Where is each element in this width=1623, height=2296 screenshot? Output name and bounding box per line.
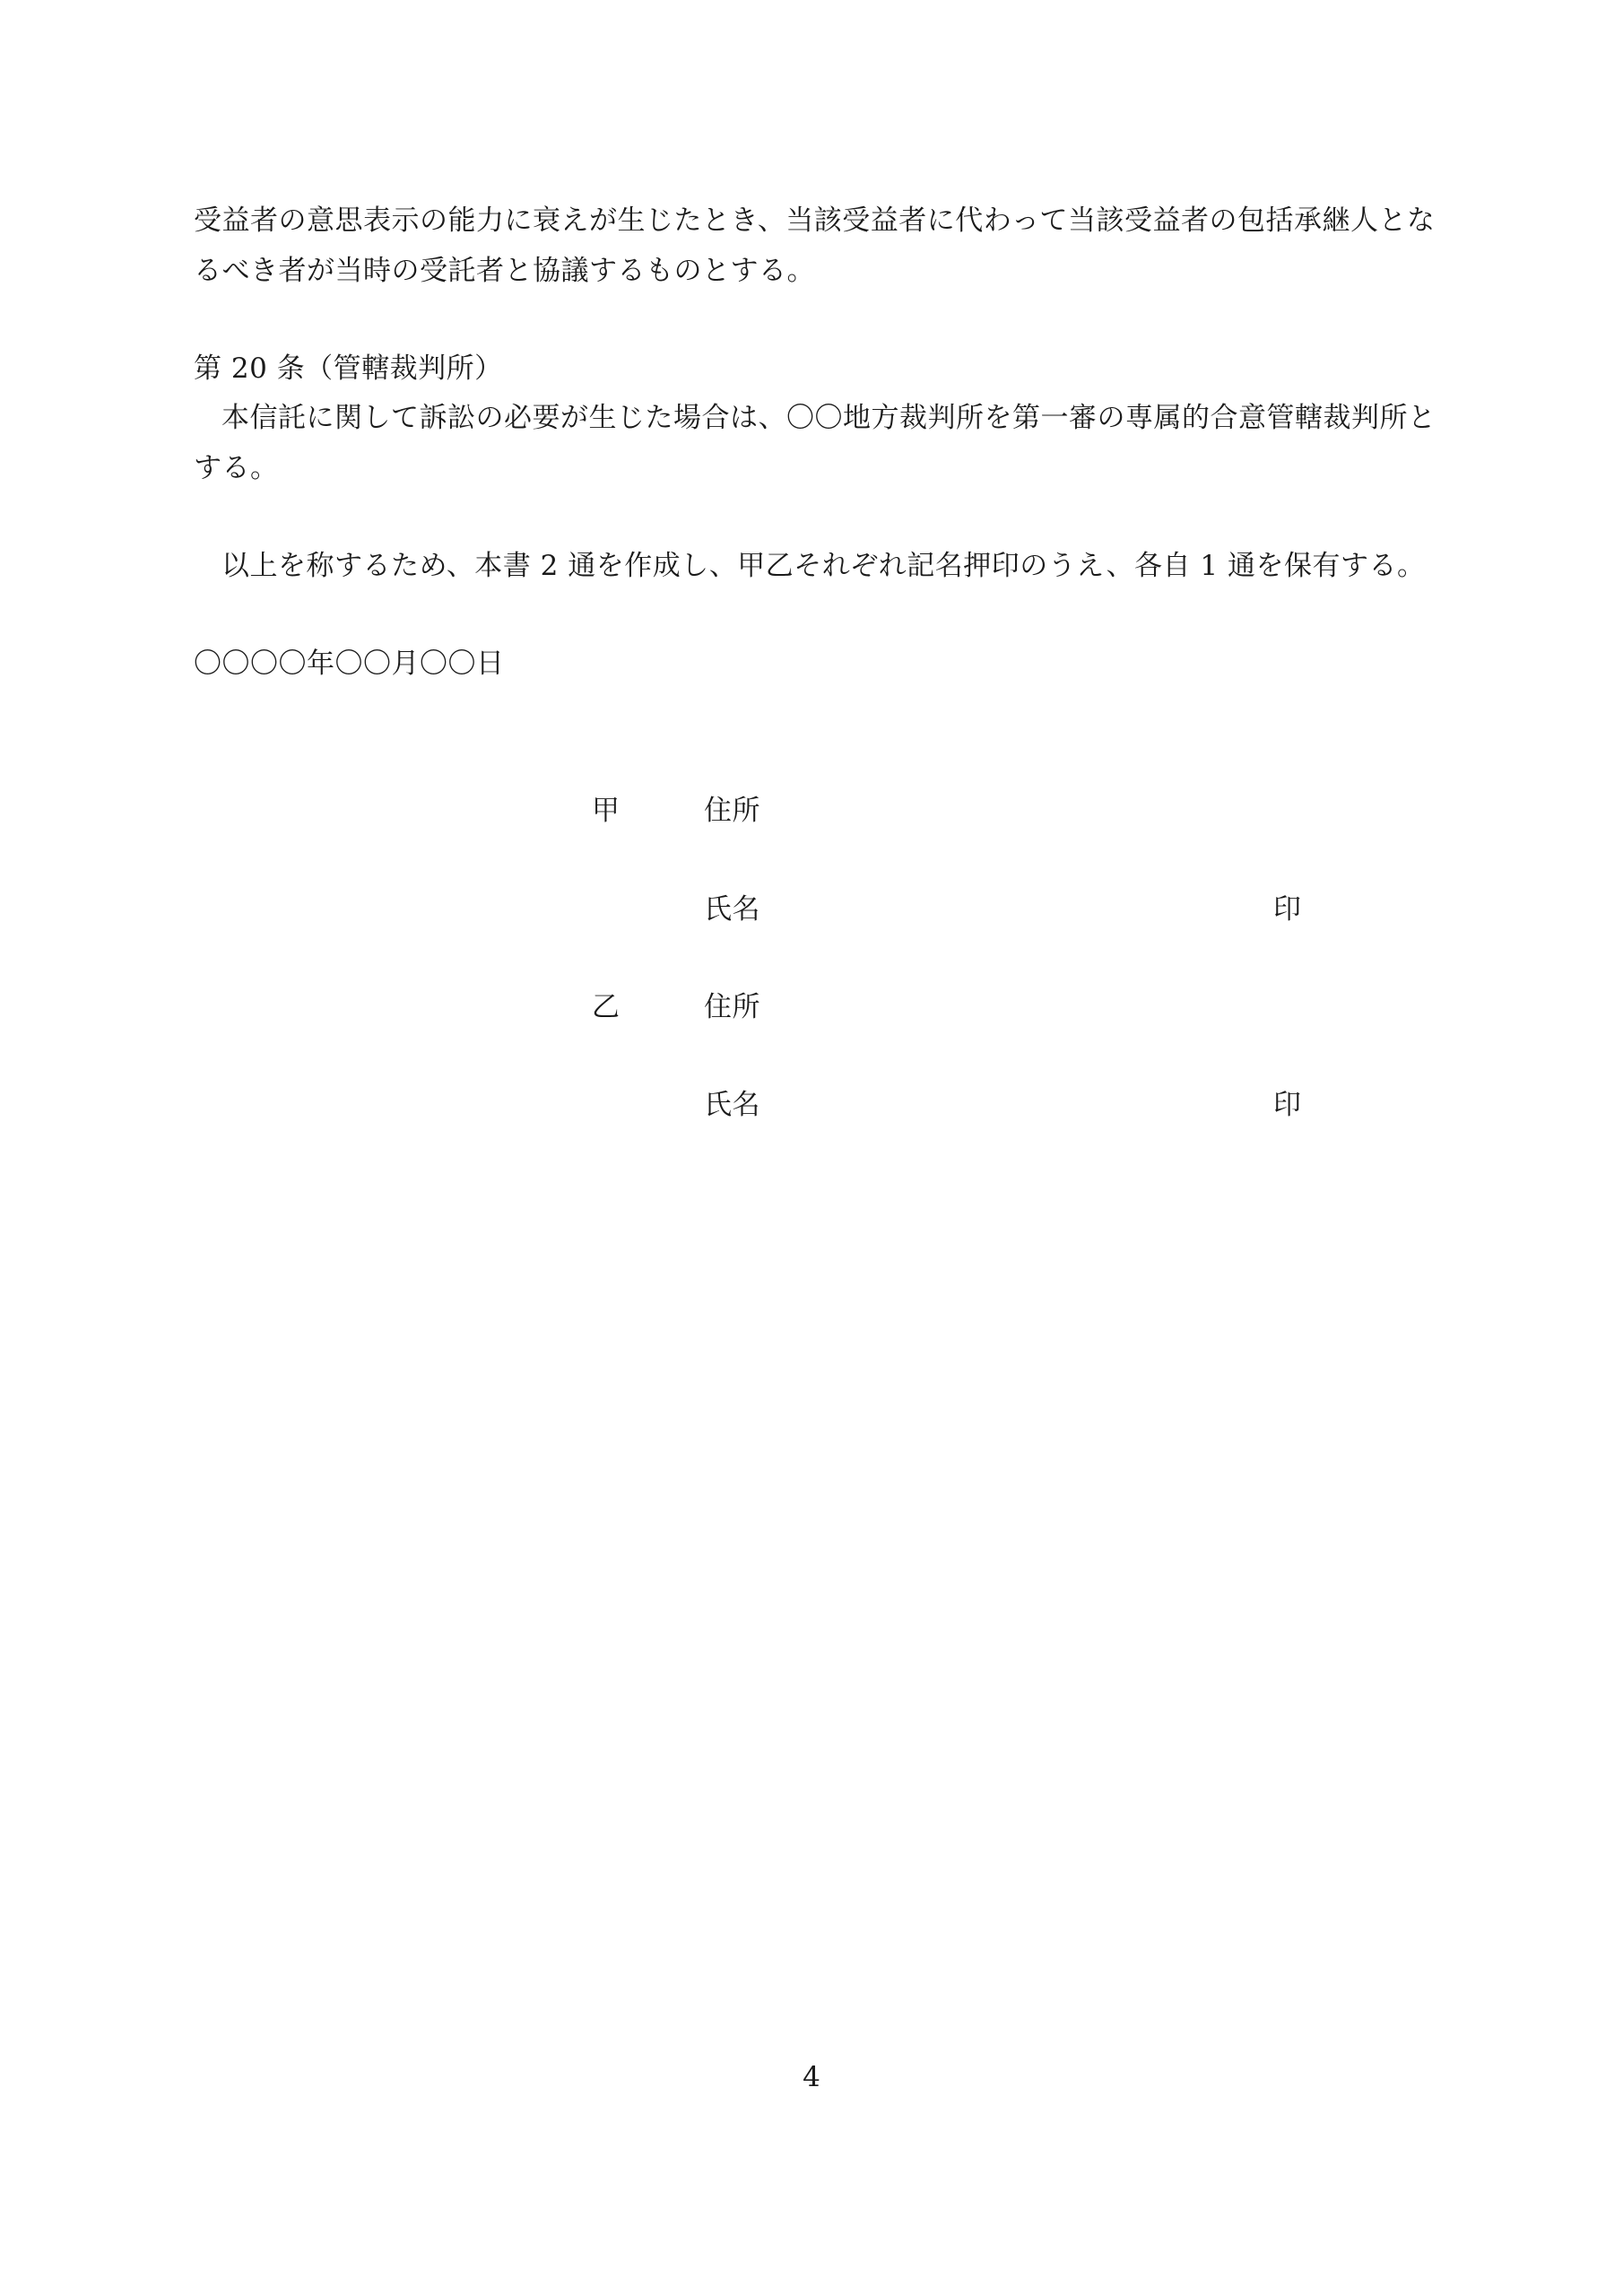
party-a-label: 甲 xyxy=(592,795,621,827)
party-b-address-label: 住所 xyxy=(704,991,760,1023)
party-b-seal: 印 xyxy=(1273,1089,1302,1121)
clause20-line1: 本信託に関して訴訟の必要が生じた場合は、〇〇地方裁判所を第一審の専属的合意管轄裁判所と xyxy=(221,402,1436,434)
party-a-address-label: 住所 xyxy=(704,795,760,827)
party-b-label: 乙 xyxy=(592,991,621,1023)
clause20-heading: 第 20 条（管轄裁判所） xyxy=(194,352,503,385)
party-a-name-label: 氏名 xyxy=(704,893,760,926)
party-b-name-label: 氏名 xyxy=(704,1089,760,1121)
document-date: 〇〇〇〇年〇〇月〇〇日 xyxy=(194,648,505,680)
closing-statement: 以上を称するため、本書 2 通を作成し、甲乙それぞれ記名押印のうえ、各自 1 通を保有する。 xyxy=(221,550,1426,582)
clause20-line2: する。 xyxy=(194,452,279,484)
clause19-line2: るべき者が当時の受託者と協議するものとする。 xyxy=(194,255,815,287)
party-a-seal: 印 xyxy=(1273,893,1302,926)
clause19-line1: 受益者の意思表示の能力に衰えが生じたとき、当該受益者に代わって当該受益者の包括承継人とな xyxy=(194,204,1436,237)
page-number: 4 xyxy=(803,2061,820,2093)
